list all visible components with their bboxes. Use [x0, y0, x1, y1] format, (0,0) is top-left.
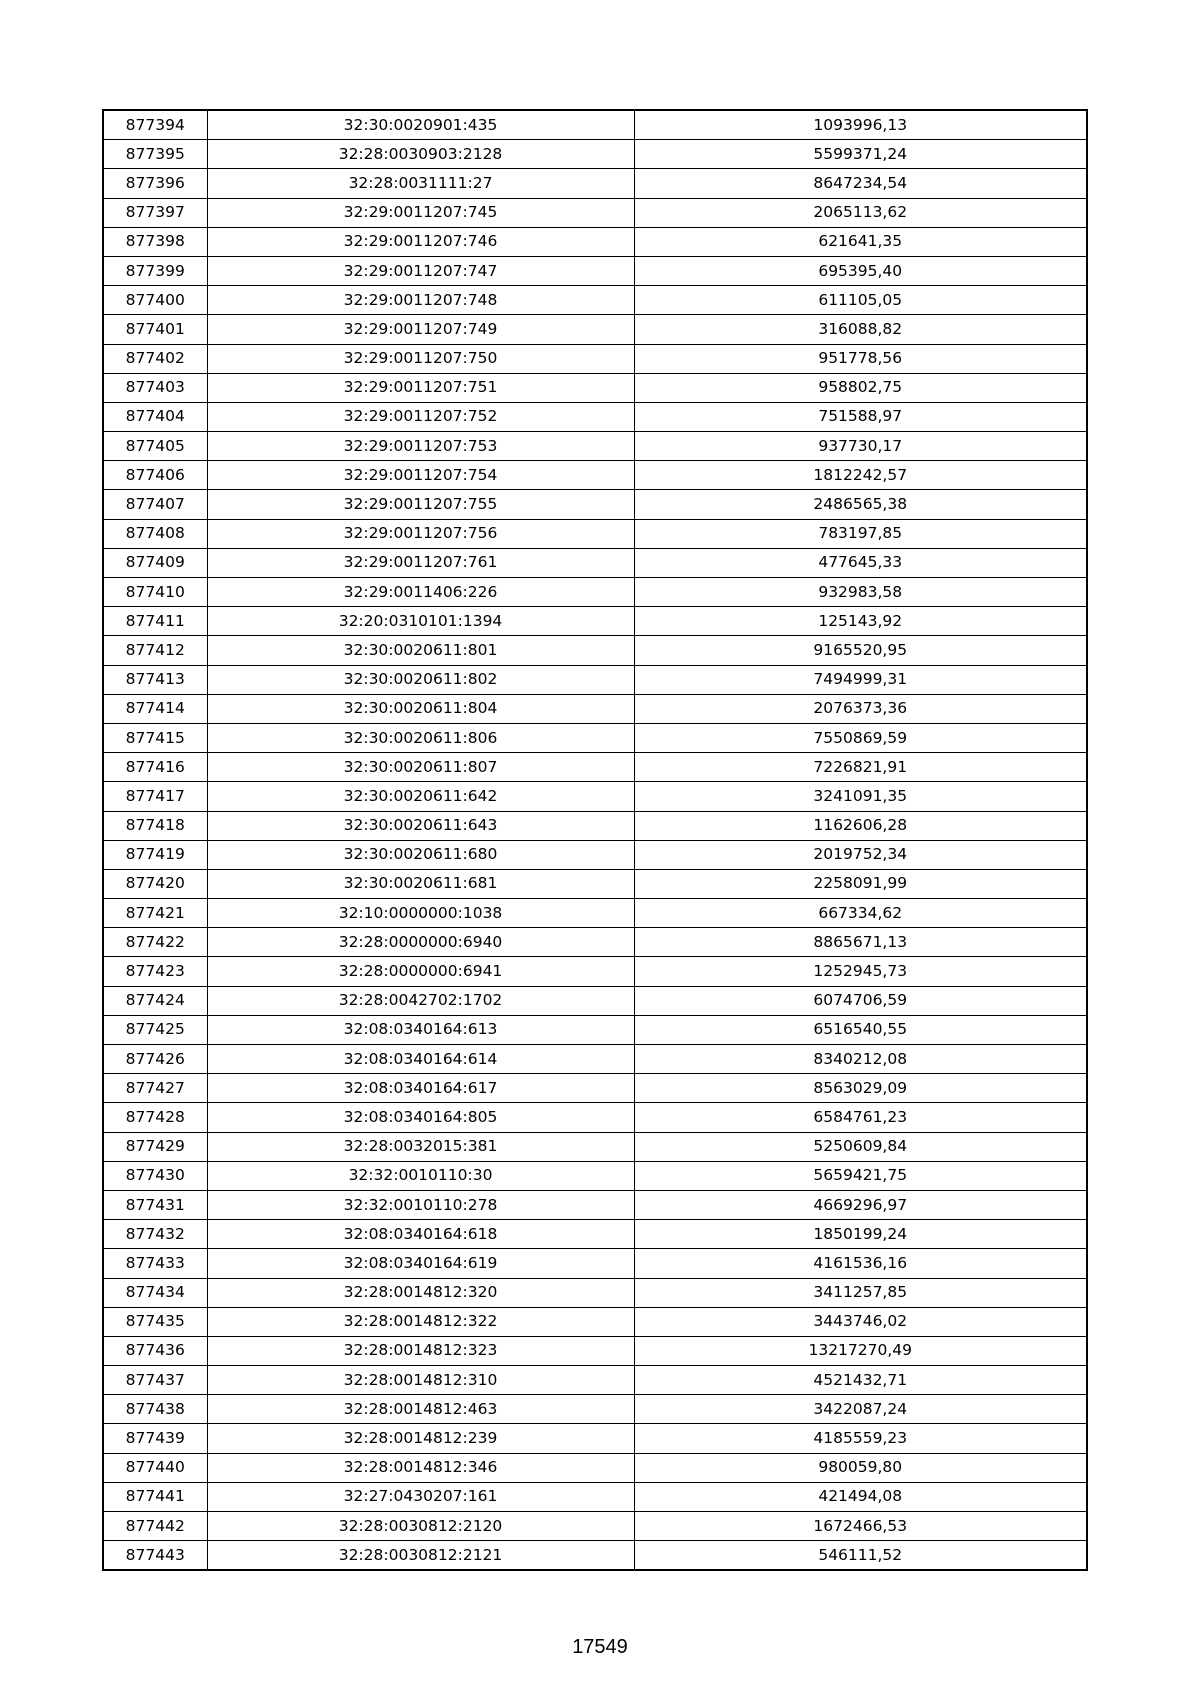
- row-id-cell: 877441: [103, 1482, 207, 1511]
- cadastral-number-cell: 32:28:0014812:463: [207, 1395, 634, 1424]
- table-row: [103, 169, 1087, 198]
- table-row: [103, 227, 1087, 256]
- row-id-cell: 877429: [103, 1132, 207, 1161]
- table-row: [103, 402, 1087, 431]
- value-cell: 6516540,55: [634, 1015, 1087, 1044]
- row-id-cell: 877408: [103, 519, 207, 548]
- value-cell: 1850199,24: [634, 1220, 1087, 1249]
- cadastral-number-cell: 32:28:0032015:381: [207, 1132, 634, 1161]
- value-cell: 1162606,28: [634, 811, 1087, 840]
- row-id-cell: 877405: [103, 432, 207, 461]
- cadastral-number-cell: 32:30:0020611:804: [207, 694, 634, 723]
- value-cell: 8563029,09: [634, 1074, 1087, 1103]
- value-cell: 8340212,08: [634, 1045, 1087, 1074]
- cadastral-number-cell: 32:28:0014812:320: [207, 1278, 634, 1307]
- table-row: [103, 811, 1087, 840]
- cadastral-number-cell: 32:29:0011207:751: [207, 373, 634, 402]
- value-cell: 2258091,99: [634, 869, 1087, 898]
- row-id-cell: 877418: [103, 811, 207, 840]
- table-row: [103, 1453, 1087, 1482]
- value-cell: 2486565,38: [634, 490, 1087, 519]
- value-cell: 8647234,54: [634, 169, 1087, 198]
- row-id-cell: 877396: [103, 169, 207, 198]
- value-cell: 958802,75: [634, 373, 1087, 402]
- value-cell: 125143,92: [634, 607, 1087, 636]
- value-cell: 751588,97: [634, 402, 1087, 431]
- row-id-cell: 877434: [103, 1278, 207, 1307]
- table-row: [103, 1074, 1087, 1103]
- cadastral-number-cell: 32:32:0010110:30: [207, 1161, 634, 1190]
- table-row: [103, 1249, 1087, 1278]
- value-cell: 5659421,75: [634, 1161, 1087, 1190]
- cadastral-number-cell: 32:08:0340164:613: [207, 1015, 634, 1044]
- row-id-cell: 877422: [103, 928, 207, 957]
- cadastral-number-cell: 32:28:0000000:6940: [207, 928, 634, 957]
- cadastral-number-cell: 32:28:0014812:310: [207, 1366, 634, 1395]
- table-row: [103, 140, 1087, 169]
- value-cell: 477645,33: [634, 548, 1087, 577]
- table-row: [103, 782, 1087, 811]
- row-id-cell: 877412: [103, 636, 207, 665]
- cadastral-number-cell: 32:29:0011207:753: [207, 432, 634, 461]
- table-row: [103, 1336, 1087, 1365]
- cadastral-number-cell: 32:28:0031111:27: [207, 169, 634, 198]
- value-cell: 1672466,53: [634, 1512, 1087, 1541]
- table-row: [103, 840, 1087, 869]
- cadastral-number-cell: 32:08:0340164:614: [207, 1045, 634, 1074]
- cadastral-number-cell: 32:08:0340164:617: [207, 1074, 634, 1103]
- row-id-cell: 877410: [103, 578, 207, 607]
- table-row: [103, 198, 1087, 227]
- value-cell: 5250609,84: [634, 1132, 1087, 1161]
- table-row: [103, 578, 1087, 607]
- value-cell: 980059,80: [634, 1453, 1087, 1482]
- table-row: [103, 1190, 1087, 1219]
- table-row: [103, 373, 1087, 402]
- table-row: [103, 1512, 1087, 1541]
- cadastral-number-cell: 32:20:0310101:1394: [207, 607, 634, 636]
- row-id-cell: 877431: [103, 1190, 207, 1219]
- row-id-cell: 877397: [103, 198, 207, 227]
- value-cell: 3411257,85: [634, 1278, 1087, 1307]
- row-id-cell: 877400: [103, 286, 207, 315]
- row-id-cell: 877439: [103, 1424, 207, 1453]
- cadastral-number-cell: 32:29:0011207:752: [207, 402, 634, 431]
- cadastral-number-cell: 32:29:0011207:746: [207, 227, 634, 256]
- row-id-cell: 877428: [103, 1103, 207, 1132]
- value-cell: 4669296,97: [634, 1190, 1087, 1219]
- value-cell: 421494,08: [634, 1482, 1087, 1511]
- row-id-cell: 877417: [103, 782, 207, 811]
- value-cell: 9165520,95: [634, 636, 1087, 665]
- table-row: [103, 1366, 1087, 1395]
- cadastral-number-cell: 32:08:0340164:618: [207, 1220, 634, 1249]
- table-row: [103, 1424, 1087, 1453]
- cadastral-number-cell: 32:08:0340164:805: [207, 1103, 634, 1132]
- table-row: [103, 607, 1087, 636]
- row-id-cell: 877399: [103, 256, 207, 285]
- value-cell: 316088,82: [634, 315, 1087, 344]
- value-cell: 4185559,23: [634, 1424, 1087, 1453]
- row-id-cell: 877436: [103, 1336, 207, 1365]
- cadastral-number-cell: 32:28:0030903:2128: [207, 140, 634, 169]
- cadastral-number-cell: 32:29:0011207:749: [207, 315, 634, 344]
- value-cell: 3422087,24: [634, 1395, 1087, 1424]
- value-cell: 1812242,57: [634, 461, 1087, 490]
- row-id-cell: 877411: [103, 607, 207, 636]
- table-row: [103, 1307, 1087, 1336]
- table-row: [103, 694, 1087, 723]
- cadastral-number-cell: 32:28:0014812:322: [207, 1307, 634, 1336]
- table-row: [103, 899, 1087, 928]
- value-cell: 7494999,31: [634, 665, 1087, 694]
- cadastral-number-cell: 32:29:0011207:761: [207, 548, 634, 577]
- value-cell: 1252945,73: [634, 957, 1087, 986]
- value-cell: 783197,85: [634, 519, 1087, 548]
- value-cell: 951778,56: [634, 344, 1087, 373]
- table-row: [103, 256, 1087, 285]
- table-row: [103, 869, 1087, 898]
- value-cell: 695395,40: [634, 256, 1087, 285]
- table-row: [103, 1278, 1087, 1307]
- table-row: [103, 315, 1087, 344]
- row-id-cell: 877407: [103, 490, 207, 519]
- table-row: [103, 665, 1087, 694]
- table-row: [103, 957, 1087, 986]
- table-row: [103, 490, 1087, 519]
- cadastral-number-cell: 32:10:0000000:1038: [207, 899, 634, 928]
- table-row: [103, 286, 1087, 315]
- value-cell: 3241091,35: [634, 782, 1087, 811]
- cadastral-number-cell: 32:30:0020901:435: [207, 110, 634, 140]
- value-cell: 6074706,59: [634, 986, 1087, 1015]
- row-id-cell: 877424: [103, 986, 207, 1015]
- row-id-cell: 877420: [103, 869, 207, 898]
- table-row: [103, 1220, 1087, 1249]
- value-cell: 546111,52: [634, 1541, 1087, 1571]
- row-id-cell: 877423: [103, 957, 207, 986]
- table-row: [103, 548, 1087, 577]
- row-id-cell: 877409: [103, 548, 207, 577]
- row-id-cell: 877435: [103, 1307, 207, 1336]
- cadastral-number-cell: 32:28:0014812:323: [207, 1336, 634, 1365]
- cadastral-number-cell: 32:27:0430207:161: [207, 1482, 634, 1511]
- value-cell: 13217270,49: [634, 1336, 1087, 1365]
- table-row: [103, 519, 1087, 548]
- row-id-cell: 877413: [103, 665, 207, 694]
- row-id-cell: 877414: [103, 694, 207, 723]
- row-id-cell: 877394: [103, 110, 207, 140]
- value-cell: 611105,05: [634, 286, 1087, 315]
- row-id-cell: 877432: [103, 1220, 207, 1249]
- cadastral-number-cell: 32:30:0020611:680: [207, 840, 634, 869]
- row-id-cell: 877402: [103, 344, 207, 373]
- table-row: [103, 1395, 1087, 1424]
- cadastral-number-cell: 32:29:0011207:745: [207, 198, 634, 227]
- value-cell: 5599371,24: [634, 140, 1087, 169]
- row-id-cell: 877442: [103, 1512, 207, 1541]
- value-cell: 2019752,34: [634, 840, 1087, 869]
- cadastral-number-cell: 32:28:0030812:2121: [207, 1541, 634, 1571]
- cadastral-number-cell: 32:30:0020611:806: [207, 723, 634, 752]
- table-row: [103, 723, 1087, 752]
- row-id-cell: 877433: [103, 1249, 207, 1278]
- cadastral-number-cell: 32:32:0010110:278: [207, 1190, 634, 1219]
- row-id-cell: 877440: [103, 1453, 207, 1482]
- value-cell: 932983,58: [634, 578, 1087, 607]
- table-row: [103, 1161, 1087, 1190]
- value-cell: 4521432,71: [634, 1366, 1087, 1395]
- cadastral-number-cell: 32:30:0020611:681: [207, 869, 634, 898]
- value-cell: 667334,62: [634, 899, 1087, 928]
- table-row: [103, 1482, 1087, 1511]
- cadastral-number-cell: 32:29:0011207:754: [207, 461, 634, 490]
- table-row: [103, 753, 1087, 782]
- row-id-cell: 877421: [103, 899, 207, 928]
- row-id-cell: 877438: [103, 1395, 207, 1424]
- cadastral-number-cell: 32:08:0340164:619: [207, 1249, 634, 1278]
- cadastral-number-cell: 32:30:0020611:802: [207, 665, 634, 694]
- value-cell: 1093996,13: [634, 110, 1087, 140]
- table-row: [103, 636, 1087, 665]
- table-row: [103, 1015, 1087, 1044]
- value-cell: 6584761,23: [634, 1103, 1087, 1132]
- cadastral-number-cell: 32:28:0014812:346: [207, 1453, 634, 1482]
- table-row: [103, 461, 1087, 490]
- row-id-cell: 877426: [103, 1045, 207, 1074]
- cadastral-number-cell: 32:29:0011207:747: [207, 256, 634, 285]
- data-table: [102, 109, 1088, 1571]
- value-cell: 2076373,36: [634, 694, 1087, 723]
- cadastral-number-cell: 32:28:0014812:239: [207, 1424, 634, 1453]
- row-id-cell: 877419: [103, 840, 207, 869]
- table-row: [103, 110, 1087, 140]
- value-cell: 937730,17: [634, 432, 1087, 461]
- cadastral-number-cell: 32:29:0011207:748: [207, 286, 634, 315]
- row-id-cell: 877406: [103, 461, 207, 490]
- table-row: [103, 1103, 1087, 1132]
- table-row: [103, 1045, 1087, 1074]
- row-id-cell: 877415: [103, 723, 207, 752]
- value-cell: 8865671,13: [634, 928, 1087, 957]
- value-cell: 621641,35: [634, 227, 1087, 256]
- value-cell: 7550869,59: [634, 723, 1087, 752]
- row-id-cell: 877395: [103, 140, 207, 169]
- table-row: [103, 1541, 1087, 1571]
- row-id-cell: 877404: [103, 402, 207, 431]
- row-id-cell: 877437: [103, 1366, 207, 1395]
- row-id-cell: 877427: [103, 1074, 207, 1103]
- row-id-cell: 877443: [103, 1541, 207, 1571]
- row-id-cell: 877403: [103, 373, 207, 402]
- cadastral-number-cell: 32:29:0011207:756: [207, 519, 634, 548]
- page-number: 17549: [572, 1636, 628, 1658]
- row-id-cell: 877430: [103, 1161, 207, 1190]
- value-cell: 3443746,02: [634, 1307, 1087, 1336]
- table-row: [103, 432, 1087, 461]
- table-row: [103, 928, 1087, 957]
- table-body: [103, 110, 1087, 1570]
- row-id-cell: 877401: [103, 315, 207, 344]
- value-cell: 4161536,16: [634, 1249, 1087, 1278]
- cadastral-number-cell: 32:30:0020611:642: [207, 782, 634, 811]
- table-row: [103, 1132, 1087, 1161]
- table-row: [103, 986, 1087, 1015]
- value-cell: 7226821,91: [634, 753, 1087, 782]
- cadastral-number-cell: 32:29:0011406:226: [207, 578, 634, 607]
- cadastral-number-cell: 32:30:0020611:801: [207, 636, 634, 665]
- cadastral-number-cell: 32:29:0011207:755: [207, 490, 634, 519]
- cadastral-number-cell: 32:28:0000000:6941: [207, 957, 634, 986]
- row-id-cell: 877425: [103, 1015, 207, 1044]
- cadastral-number-cell: 32:30:0020611:807: [207, 753, 634, 782]
- cadastral-number-cell: 32:30:0020611:643: [207, 811, 634, 840]
- value-cell: 2065113,62: [634, 198, 1087, 227]
- table-row: [103, 344, 1087, 373]
- cadastral-number-cell: 32:28:0042702:1702: [207, 986, 634, 1015]
- cadastral-number-cell: 32:29:0011207:750: [207, 344, 634, 373]
- row-id-cell: 877416: [103, 753, 207, 782]
- row-id-cell: 877398: [103, 227, 207, 256]
- cadastral-number-cell: 32:28:0030812:2120: [207, 1512, 634, 1541]
